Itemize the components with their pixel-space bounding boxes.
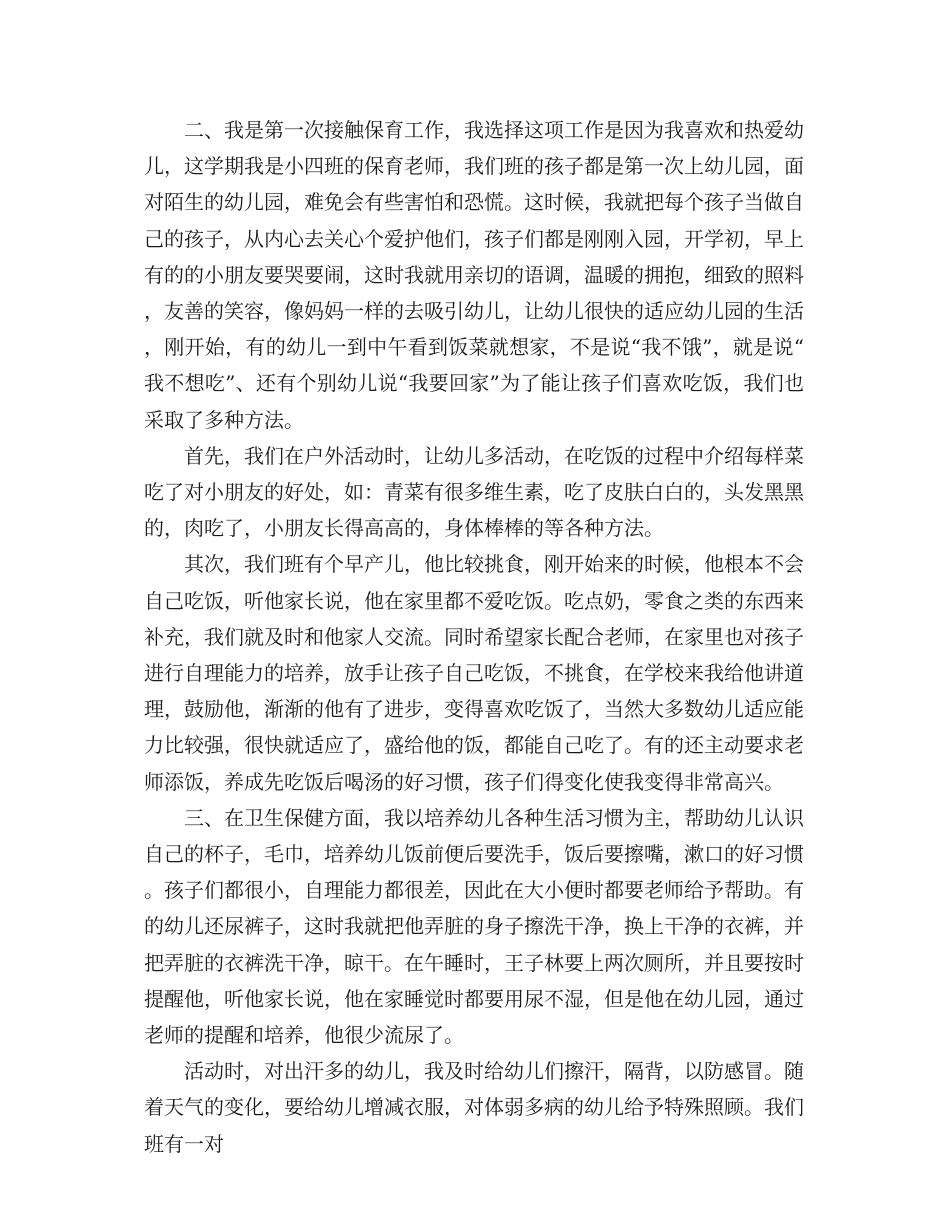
paragraph-first-method: 首先，我们在户外活动时，让幼儿多活动，在吃饭的过程中介绍每样菜吃了对小朋友的好处，如：青菜有很多维生素，吃了皮肤白白的，头发黑黑的，肉吃了，小朋友长得高高的，身体棒棒的等各种方法。 — [144, 443, 804, 541]
paragraph-childcare-intro: 二、我是第一次接触保育工作，我选择这项工作是因为我喜欢和热爱幼儿，这学期我是小四班的保育老师，我们班的孩子都是第一次上幼儿园，面对陌生的幼儿园，难免会有些害怕和恐慌。这时候，我就把每个孩子当做自己的孩子，从内心去关心个爱护他们，孩子们都是刚刚入园，开学初，早上有的的小朋友要哭要闹，这时我就用亲切的语调，温暖的拥抱，细致的照料，友善的笑容，像妈妈一样的去吸引幼儿，让幼儿很快的适应幼儿园的生活，刚开始，有的幼儿一到中午看到饭菜就想家，不是说“我不饿”，就是说“我不想吃”、还有个别幼儿说“我要回家”为了能让孩子们喜欢吃饭，我们也采取了多种方法。 — [144, 118, 804, 432]
paragraph-hygiene: 三、在卫生保健方面，我以培养幼儿各种生活习惯为主，帮助幼儿认识自己的杯子，毛巾，培养幼儿饭前便后要洗手，饭后要擦嘴，漱口的好习惯。孩子们都很小，自理能力都很差，因此在大小便时都要老师给予帮助。有的幼儿还尿裤子，这时我就把他弄脏的身子擦洗干净，换上干净的衣裤，并把弄脏的衣裤洗干净，晾干。在午睡时，王子林要上两次厕所，并且要按时提醒他，听他家长说，他在家睡觉时都要用尿不湿，但是他在幼儿园，通过老师的提醒和培养，他很少流尿了。 — [144, 805, 804, 1048]
paragraph-activity-care: 活动时，对出汗多的幼儿，我及时给幼儿们擦汗，隔背，以防感冒。随着天气的变化，要给幼儿增减衣服，对体弱多病的幼儿给予特殊照顾。我们班有一对 — [144, 1059, 804, 1156]
document-body — [144, 112, 804, 1162]
paragraph-second-method: 其次，我们班有个早产儿，他比较挑食，刚开始来的时候，他根本不会自己吃饭，听他家长说，他在家里都不爱吃饭。吃点奶，零食之类的东西来补充，我们就及时和他家人交流。同时希望家长配合老师，在家里也对孩子进行自理能力的培养，放手让孩子自己吃饭，不挑食，在学校来我给他讲道理，鼓励他，渐渐的他有了进步，变得喜欢吃饭了，当然大多数幼儿适应能力比较强，很快就适应了，盛给他的饭，都能自己吃了。有的还主动要求老师添饭，养成先吃饭后喝汤的好习惯，孩子们得变化使我变得非常高兴。 — [144, 552, 804, 794]
